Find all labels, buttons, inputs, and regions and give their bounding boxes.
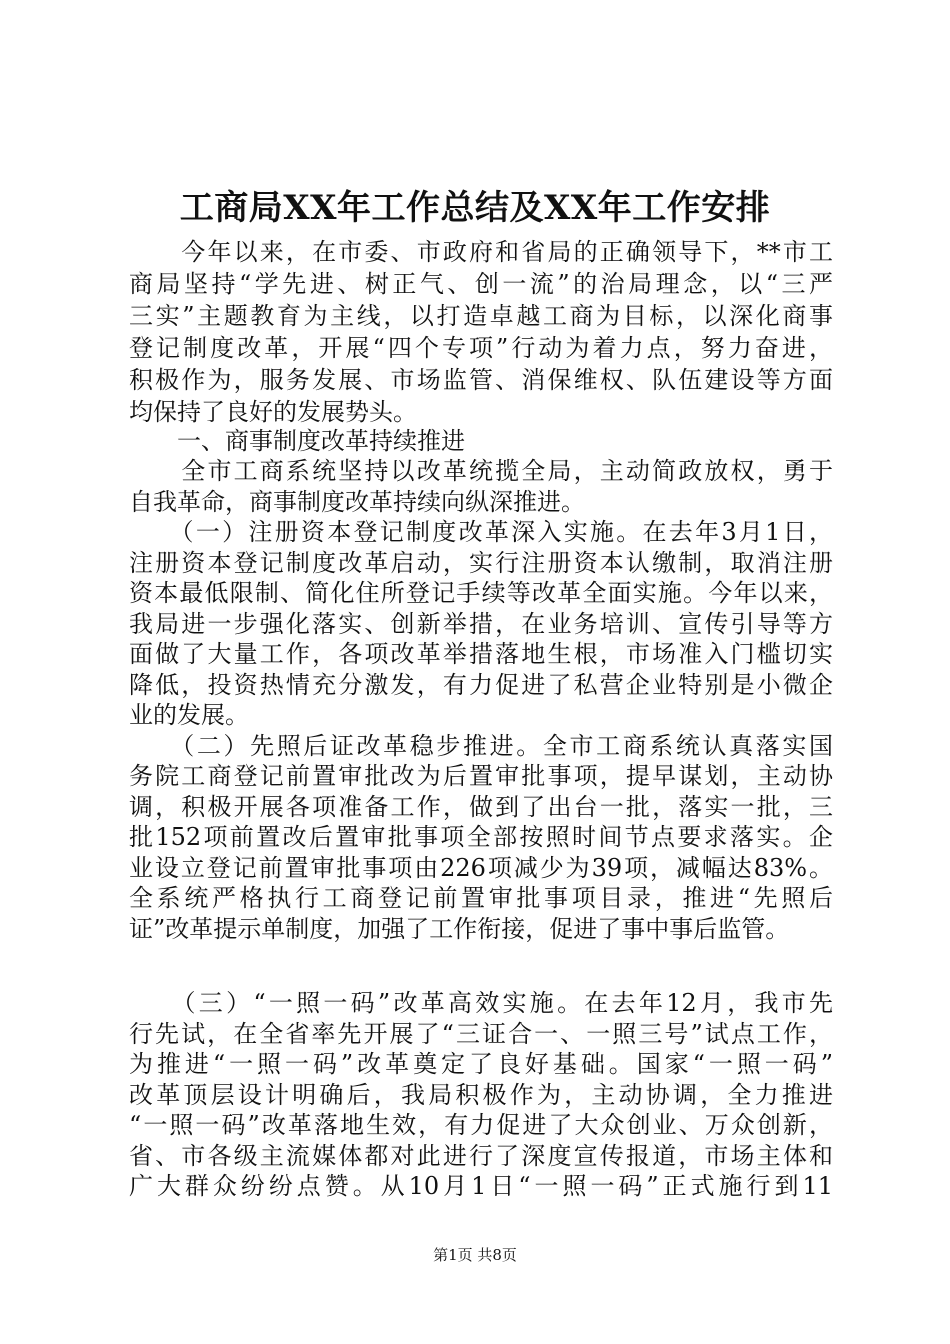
paragraph-line: 广大群众纷纷点赞。从10月1日“一照一码”正式施行到11 bbox=[129, 1172, 833, 1200]
paragraph-line: （二）先照后证改革稳步推进。全市工商系统认真落实国 bbox=[129, 732, 833, 760]
paragraph-line: 全市工商系统坚持以改革统揽全局，主动简政放权，勇于 bbox=[129, 457, 833, 485]
paragraph-line: 省、市各级主流媒体都对此进行了深度宣传报道，市场主体和 bbox=[129, 1142, 833, 1170]
paragraph-line: 业的发展。 bbox=[129, 701, 249, 729]
paragraph-line: 证”改革提示单制度，加强了工作衔接，促进了事中事后监管。 bbox=[129, 915, 790, 943]
paragraph-line: 降低，投资热情充分激发，有力促进了私营企业特别是小微企 bbox=[129, 671, 833, 699]
page-footer: 第1页 共8页 bbox=[433, 1246, 517, 1264]
paragraph-line: 资本最低限制、简化住所登记手续等改革全面实施。今年以来， bbox=[129, 579, 833, 607]
section-heading: 一、商事制度改革持续推进 bbox=[129, 427, 465, 455]
paragraph-line: 行先试，在全省率先开展了“三证合一、一照三号”试点工作， bbox=[129, 1020, 833, 1048]
paragraph-line: （三）“一照一码”改革高效实施。在去年12月，我市先 bbox=[129, 989, 833, 1017]
paragraph-line: 均保持了良好的发展势头。 bbox=[129, 398, 417, 426]
paragraph-line: 自我革命，商事制度改革持续向纵深推进。 bbox=[129, 488, 585, 516]
paragraph-line: 登记制度改革，开展“四个专项”行动为着力点，努力奋进， bbox=[129, 334, 833, 362]
paragraph-line: 面做了大量工作，各项改革举措落地生根，市场准入门槛切实 bbox=[129, 640, 833, 668]
paragraph-line: 积极作为，服务发展、市场监管、消保维权、队伍建设等方面 bbox=[129, 366, 833, 394]
paragraph-line: 全系统严格执行工商登记前置审批事项目录，推进“先照后 bbox=[129, 884, 833, 912]
paragraph-line: 今年以来，在市委、市政府和省局的正确领导下，**市工 bbox=[129, 238, 833, 266]
paragraph-line: “一照一码”改革落地生效，有力促进了大众创业、万众创新， bbox=[129, 1111, 833, 1139]
paragraph-line: 改革顶层设计明确后，我局积极作为，主动协调，全力推进 bbox=[129, 1081, 833, 1109]
paragraph-line: 务院工商登记前置审批改为后置审批事项，提早谋划，主动协 bbox=[129, 762, 833, 790]
paragraph-line: 我局进一步强化落实、创新举措，在业务培训、宣传引导等方 bbox=[129, 610, 833, 638]
paragraph-line: 调，积极开展各项准备工作，做到了出台一批，落实一批，三 bbox=[129, 793, 833, 821]
paragraph-line: 注册资本登记制度改革启动，实行注册资本认缴制，取消注册 bbox=[129, 549, 833, 577]
paragraph-line: 三实”主题教育为主线，以打造卓越工商为目标，以深化商事 bbox=[129, 302, 833, 330]
paragraph-line: （一）注册资本登记制度改革深入实施。在去年3月1日， bbox=[129, 518, 833, 546]
paragraph-line: 为推进“一照一码”改革奠定了良好基础。国家“一照一码” bbox=[129, 1050, 833, 1078]
document-title: 工商局XX年工作总结及XX年工作安排 bbox=[179, 188, 771, 228]
paragraph-line: 商局坚持“学先进、树正气、创一流”的治局理念，以“三严 bbox=[129, 270, 833, 298]
paragraph-line: 批152项前置改后置审批事项全部按照时间节点要求落实。企 bbox=[129, 823, 833, 851]
paragraph-line: 业设立登记前置审批事项由226项减少为39项，减幅达83%。 bbox=[129, 854, 833, 882]
